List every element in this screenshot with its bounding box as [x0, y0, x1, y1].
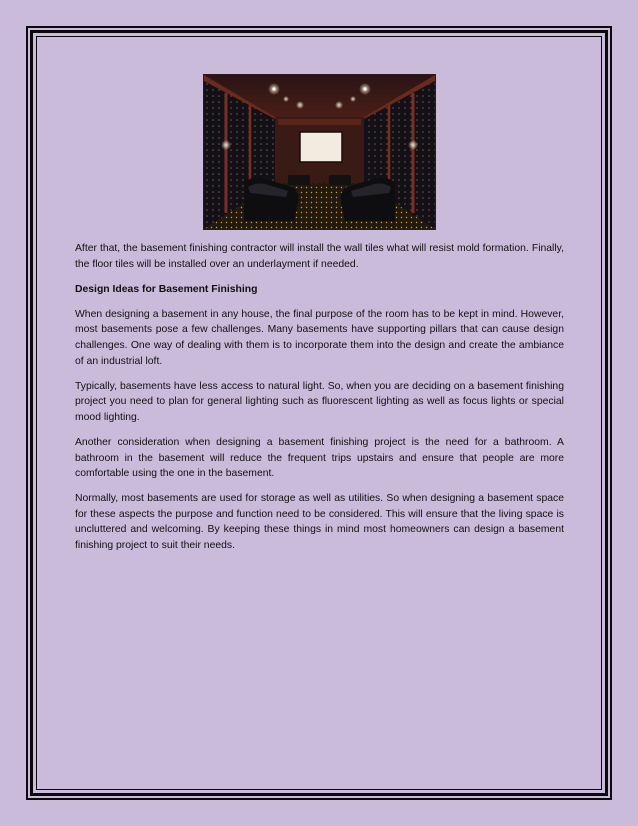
paragraph-lighting: Typically, basements have less access to natural light. So, when you are deciding on a basement finishing project you need to plan for general lighting such as fluorescent lighting as well as focus lights or special mood lighting. — [75, 380, 564, 423]
home-theater-photo — [203, 74, 436, 230]
paragraph-storage: Normally, most basements are used for storage as well as utilities. So when designing a basement space for these aspects the purpose and function need to be considered. This will ensure that the living space is uncluttered and welcoming. By keeping these things in mind most homeowners can design a basement finishing project to suit their needs. — [75, 493, 564, 551]
paragraph-design-purpose: When designing a basement in any house, the final purpose of the room has to be kept in mind. However, most basements pose a few challenges. Many basements have supporting pillars that can cause design challenges. One way of dealing with them is to incorporate them into the design and create the ambiance of an industrial loft. — [75, 308, 564, 367]
article-body — [75, 241, 564, 563]
paragraph-wall-tiles: After that, the basement finishing contractor will install the wall tiles what will resist mold formation. Finally, the floor tiles will be installed over an underlayment if needed. — [75, 243, 564, 270]
paragraph-bathroom: Another consideration when designing a basement finishing project is the need for a bathroom. A bathroom in the basement will reduce the frequent trips upstairs and ensure that people are more comfortable using the one in the basement. — [75, 436, 564, 480]
section-heading: Design Ideas for Basement Finishing — [75, 283, 258, 295]
